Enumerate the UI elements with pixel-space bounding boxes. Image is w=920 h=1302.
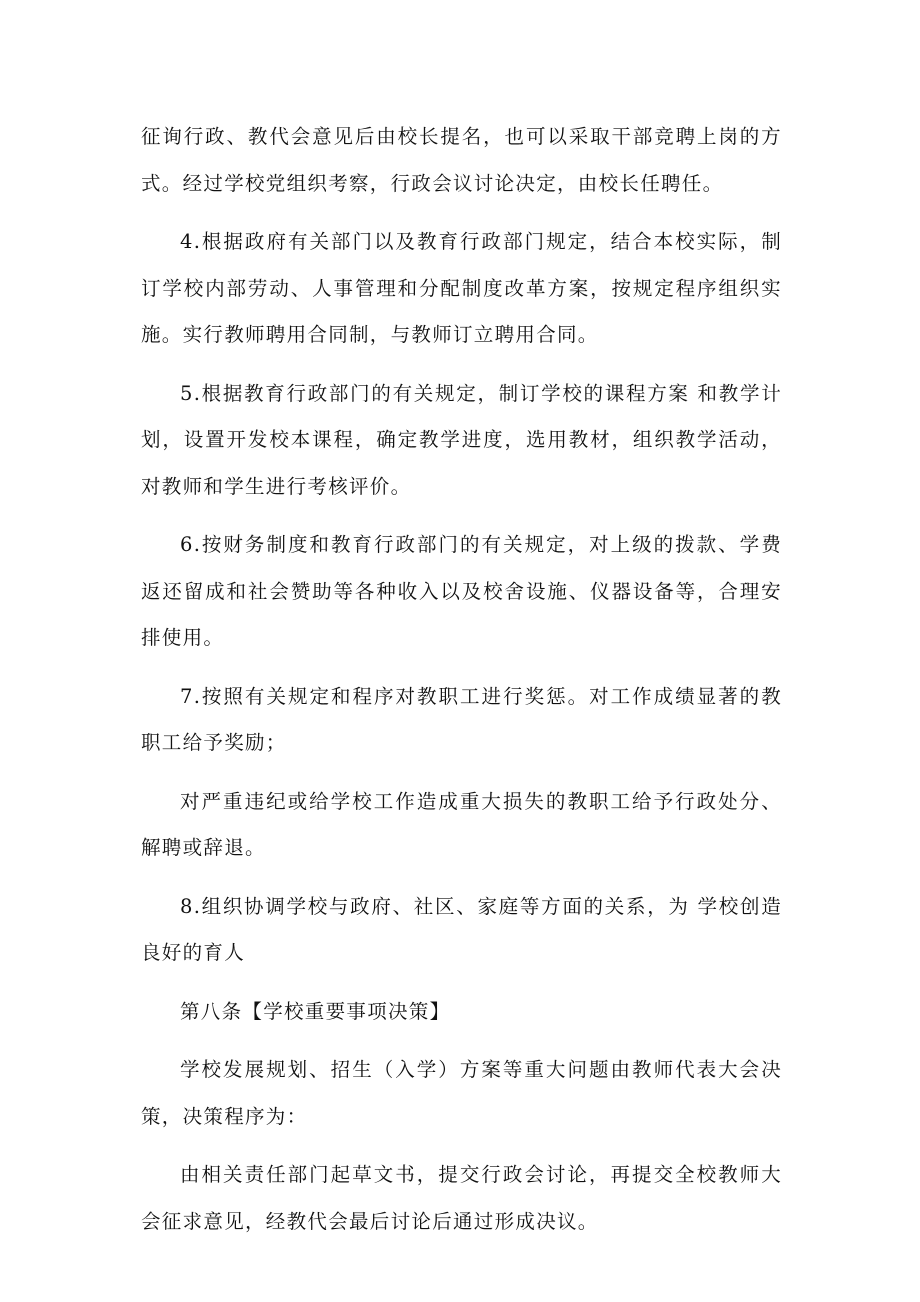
paragraph-continuation: 征询行政、教代会意见后由校长提名，也可以采取干部竞聘上岗的方式。经过学校党组织考察，行政会议讨论决定，由校长任聘任。	[141, 125, 782, 195]
paragraph-item-6: 6.按财务制度和教育行政部门的有关规定，对上级的拨款、学费返还留成和社会赞助等各种收入以及校舍设施、仪器设备等，合理安排使用。	[141, 533, 782, 649]
article-heading: 第八条【学校重要事项决策】	[180, 999, 451, 1023]
paragraph-item-7-continued: 对严重违纪或给学校工作造成重大损失的教职工给予行政处分、解聘或辞退。	[141, 789, 782, 859]
document-page	[141, 114, 782, 1257]
paragraph-decision-scope: 学校发展规划、招生（入学）方案等重大问题由教师代表大会决策，决策程序为：	[141, 1058, 782, 1128]
paragraph-decision-procedure: 由相关责任部门起草文书，提交行政会讨论，再提交全校教师大会征求意见，经教代会最后讨论后通过形成决议。	[141, 1163, 782, 1233]
paragraph-item-4: 4.根据政府有关部门以及教育行政部门规定，结合本校实际，制订学校内部劳动、人事管理和分配制度改革方案，按规定程序组织实施。实行教师聘用合同制，与教师订立聘用合同。	[141, 230, 782, 346]
paragraph-item-8: 8.组织协调学校与政府、社区、家庭等方面的关系，为 学校创造良好的育人	[141, 894, 782, 964]
paragraph-item-7: 7.按照有关规定和程序对教职工进行奖惩。对工作成绩显著的教职工给予奖励；	[141, 684, 782, 754]
paragraph-item-5: 5.根据教育行政部门的有关规定，制订学校的课程方案 和教学计划，设置开发校本课程，确定教学进度，选用教材，组织教学活动，对教师和学生进行考核评价。	[141, 381, 782, 498]
